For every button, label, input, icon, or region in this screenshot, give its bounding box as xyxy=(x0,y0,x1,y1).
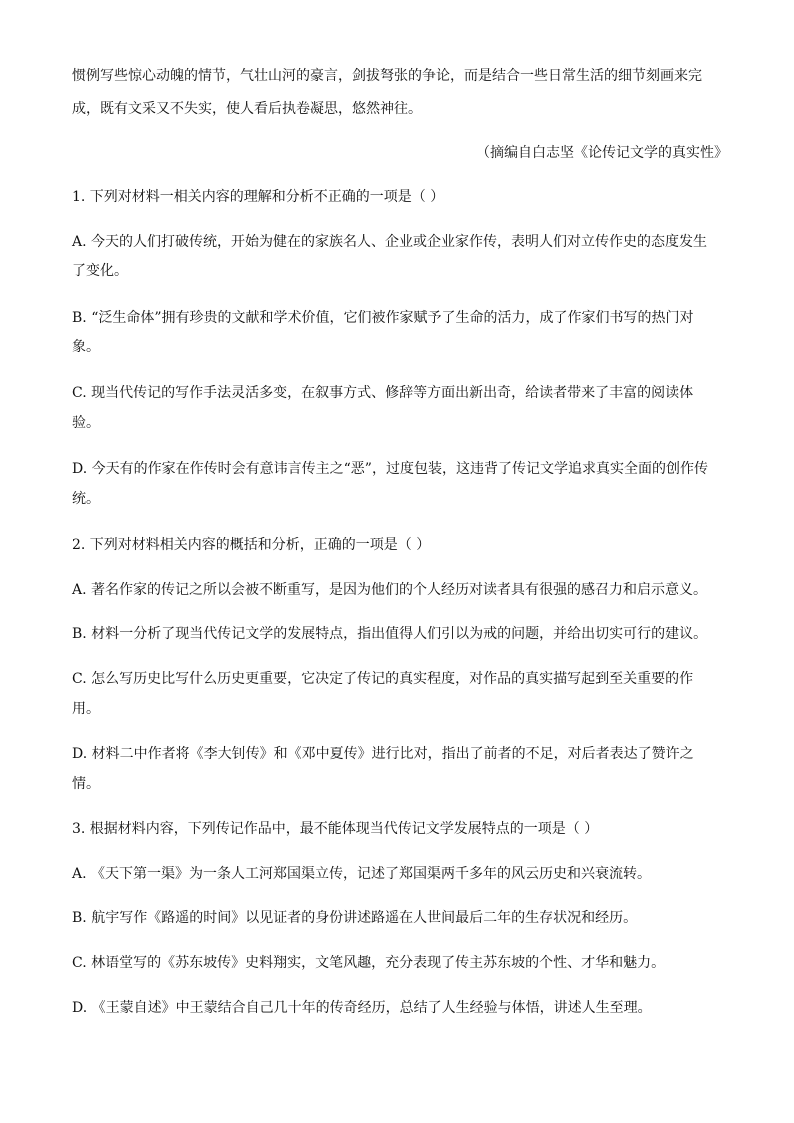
question-3-option-c: C. 林语堂写的《苏东坡传》史料翔实，文笔风趣，充分表现了传主苏东坡的个性、才华和魅力。 xyxy=(72,955,666,971)
question-3-stem: 3. 根据材料内容，下列传记作品中，最不能体现当代传记文学发展特点的一项是（ ） xyxy=(72,821,599,837)
question-1-option-c-line-1: C. 现当代传记的写作手法灵活多变，在叙事方式、修辞等方面出新出奇，给读者带来了丰富的阅读体 xyxy=(72,385,694,401)
question-1-option-b-line-1: B. “泛生命体”拥有珍贵的文献和学术价值，它们被作家赋予了生命的活力，成了作家们书写的热门对 xyxy=(72,310,694,326)
question-1-option-d-line-1: D. 今天有的作家在作传时会有意讳言传主之“恶”，过度包装，这违背了传记文学追求真实全面的创作传 xyxy=(72,461,708,477)
question-2-option-c-line-1: C. 怎么写历史比写什么历史更重要，它决定了传记的真实程度，对作品的真实描写起到至关重要的作 xyxy=(72,671,694,687)
question-2-stem: 2. 下列对材料相关内容的概括和分析，正确的一项是（ ） xyxy=(72,537,431,553)
question-3-option-b: B. 航宇写作《路遥的时间》以见证者的身份讲述路遥在人世间最后二年的生存状况和经历。 xyxy=(72,910,638,926)
question-1-option-c-line-2: 验。 xyxy=(72,415,100,431)
question-1-option-d-line-2: 统。 xyxy=(72,491,100,507)
question-2-option-c-line-2: 用。 xyxy=(72,701,100,717)
question-2-option-d-line-2: 情。 xyxy=(72,776,100,792)
question-1-stem: 1. 下列对材料一相关内容的理解和分析不正确的一项是（ ） xyxy=(72,189,445,205)
question-2-option-b: B. 材料一分析了现当代传记文学的发展特点，指出值得人们引以为戒的问题，并给出切实可行的建议。 xyxy=(72,626,708,642)
question-1-option-b-line-2: 象。 xyxy=(72,339,100,355)
question-2-option-d-line-1: D. 材料二中作者将《李大钊传》和《邓中夏传》进行比对，指出了前者的不足，对后者表达了赞许之 xyxy=(72,746,694,762)
question-1-option-a-line-1: A. 今天的人们打破传统，开始为健在的家族名人、企业或企业家作传，表明人们对立传作史的态度发生 xyxy=(72,234,708,250)
question-3-option-a: A. 《天下第一渠》为一条人工河郑国渠立传，记述了郑国渠两千多年的风云历史和兴衰流转。 xyxy=(72,866,652,882)
passage-line-1: 惯例写些惊心动魄的情节，气壮山河的豪言，剑拔弩张的争论，而是结合一些日常生活的细节刻画来完 xyxy=(72,68,702,84)
question-3-option-d: D. 《王蒙自述》中王蒙结合自己几十年的传奇经历，总结了人生经验与体悟，讲述人生至理。 xyxy=(72,1000,652,1016)
passage-source: （摘编自白志坚《论传记文学的真实性》 xyxy=(476,145,728,161)
question-1-option-a-line-2: 了变化。 xyxy=(72,263,128,279)
question-2-option-a: A. 著名作家的传记之所以会被不断重写，是因为他们的个人经历对读者具有很强的感召力和启示意义。 xyxy=(72,582,708,598)
passage-line-2: 成，既有文采又不失实，使人看后执卷凝思，悠然神往。 xyxy=(72,101,422,117)
